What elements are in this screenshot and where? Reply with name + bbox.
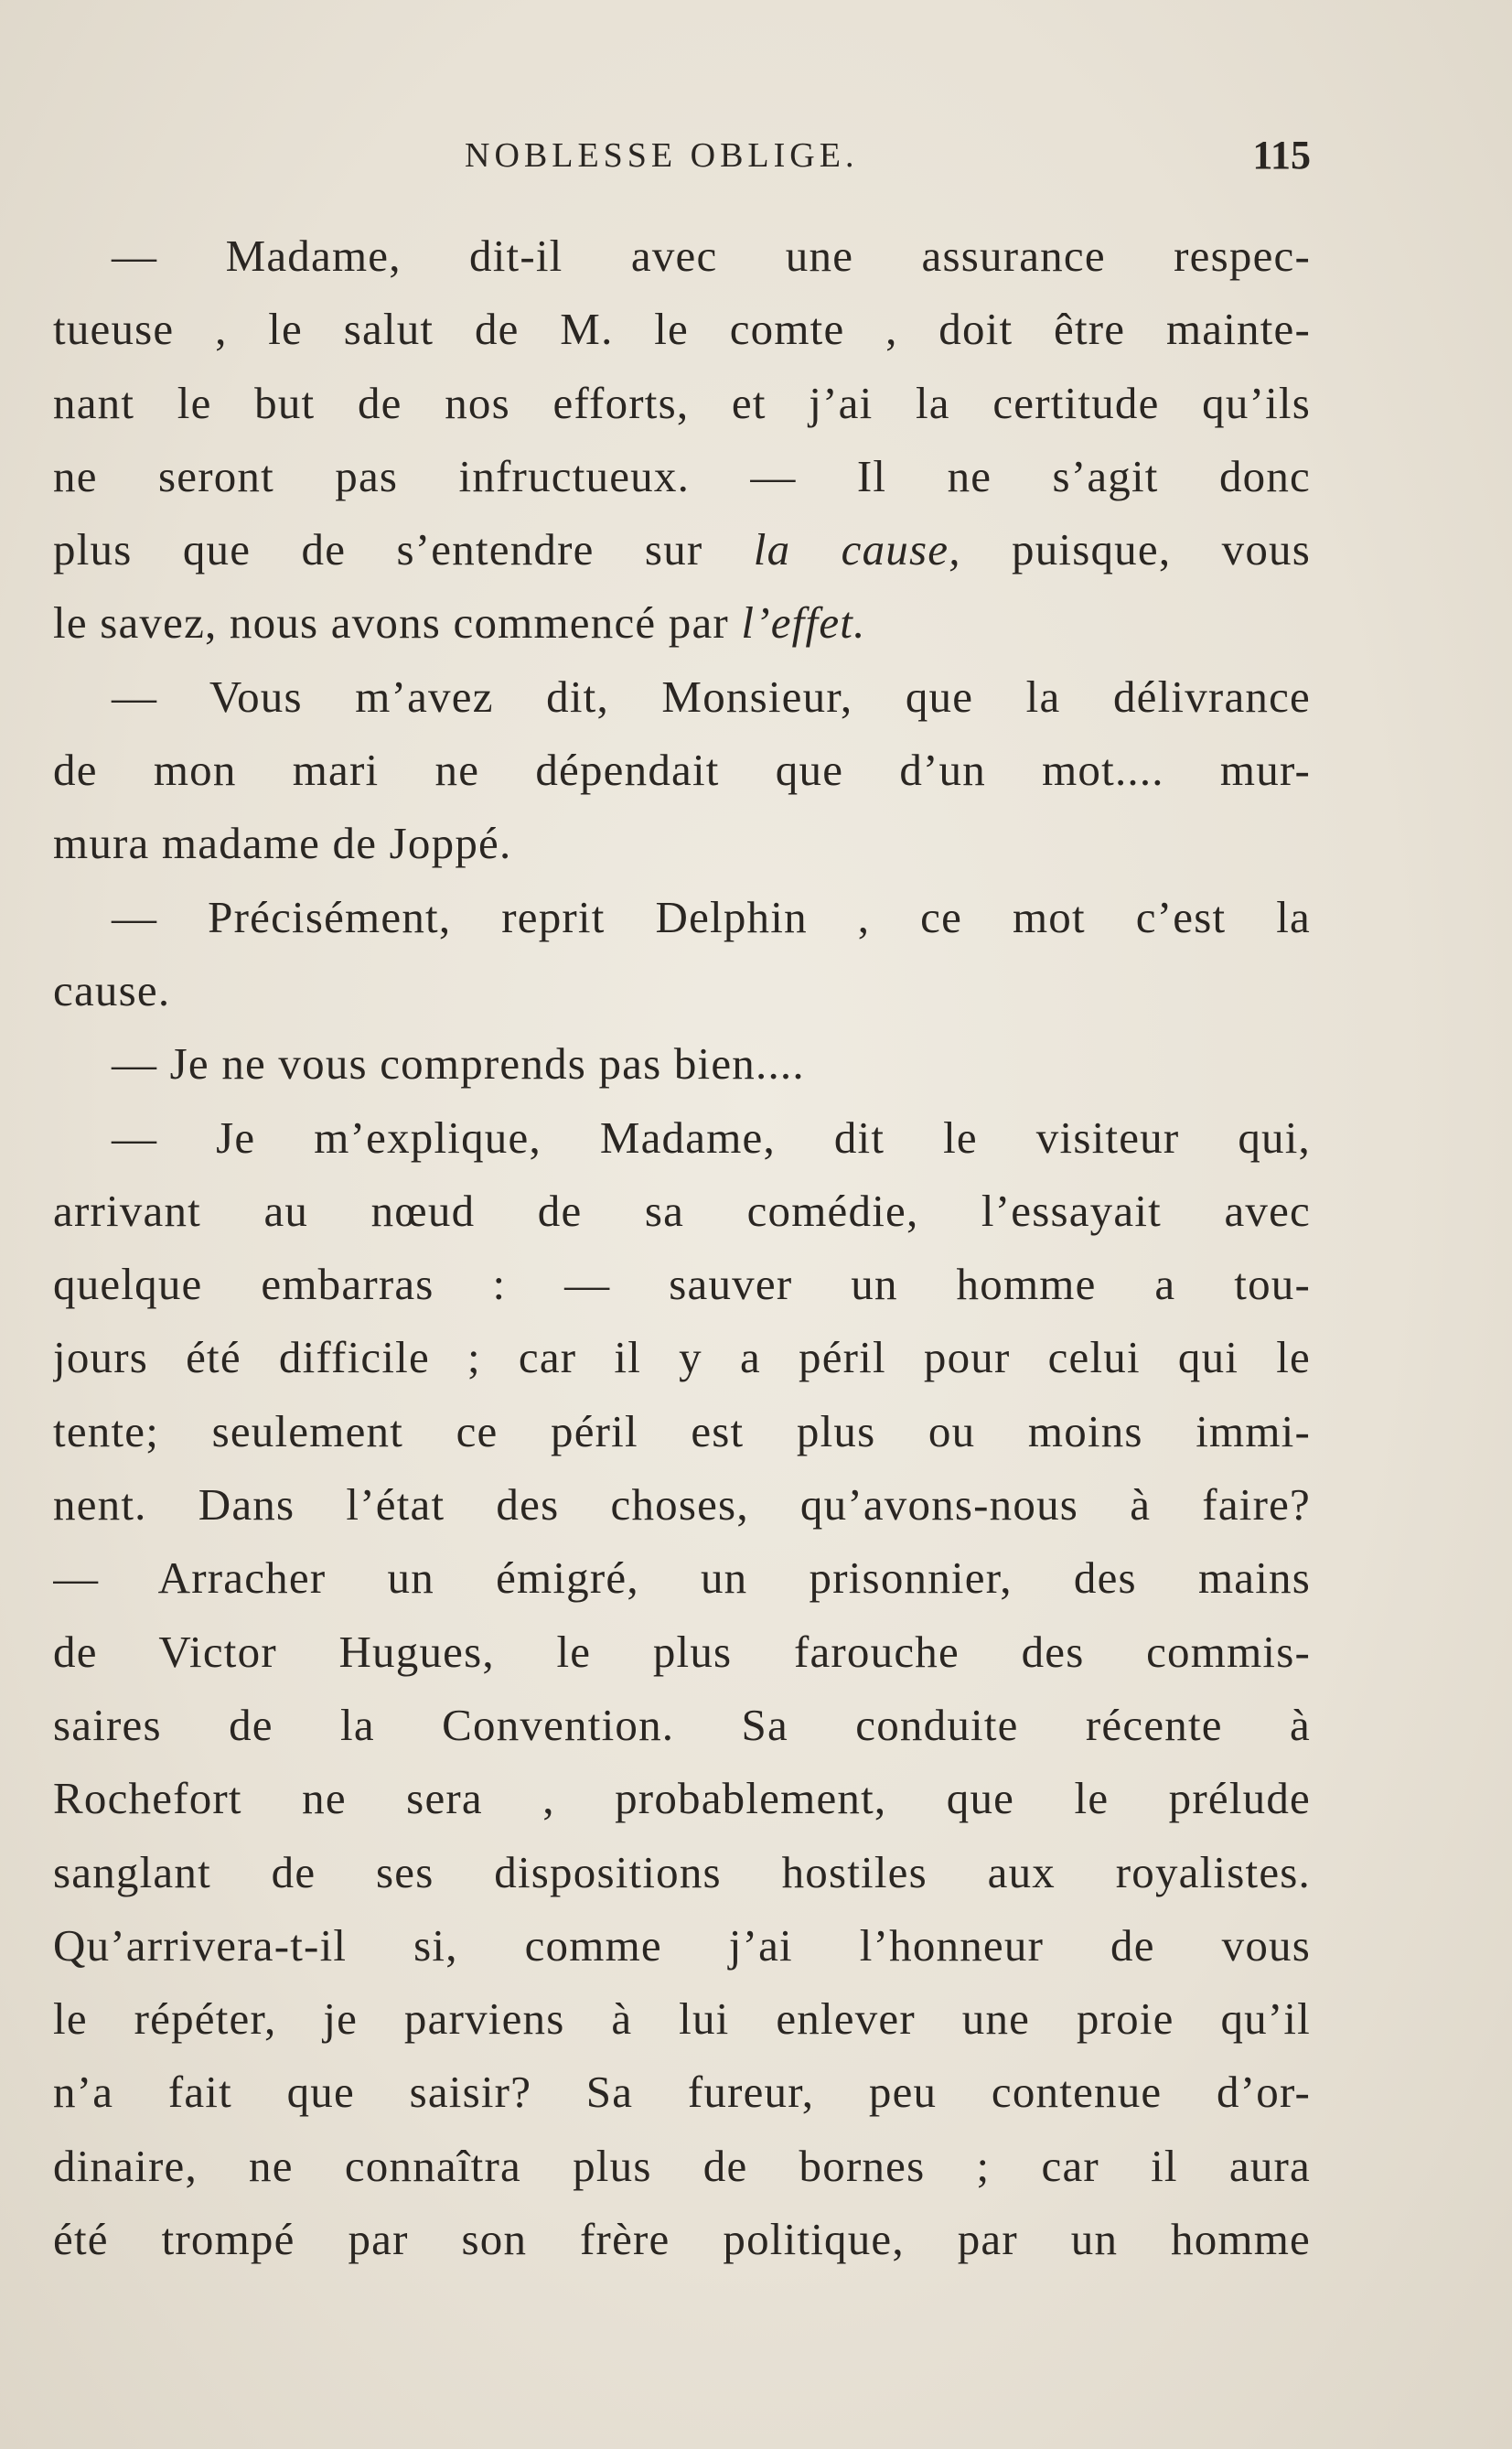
italic-segment: l’effet. <box>741 597 866 649</box>
text-line: nent. Dans l’état des choses, qu’avons-nous à faire? <box>53 1479 1311 1531</box>
text-line: sanglant de ses dispositions hostiles aux royalistes. <box>53 1846 1311 1897</box>
text-line <box>53 586 1311 660</box>
text-line: le répéter, je parviens à lui enlever une proie qu’il <box>53 1993 1311 2045</box>
text-line: de mon mari ne dépendait que d’un mot.... mur- <box>53 745 1311 796</box>
text-line: — Madame, dit-il avec une assurance respec- <box>112 231 1311 281</box>
text-line: n’a fait que saisir? Sa fureur, peu contenue d’or- <box>53 2067 1311 2118</box>
text-line: quelque embarras : — sauver un homme a tou- <box>53 1259 1311 1310</box>
text-line: Qu’arrivera-t-il si, comme j’ai l’honneur de vous <box>53 1919 1311 1971</box>
text-line <box>53 513 1311 586</box>
text-line: ne seront pas infructueux. — Il ne s’agit donc <box>53 450 1311 501</box>
page-number: 115 <box>1252 133 1311 177</box>
page-header <box>53 128 1311 183</box>
text-line: dinaire, ne connaîtra plus de bornes ; car il aura <box>53 2140 1311 2191</box>
text-line: saires de la Convention. Sa conduite récente à <box>53 1699 1311 1750</box>
text-line: Rochefort ne sera , probablement, que le prélude <box>53 1773 1311 1824</box>
text-line: tueuse , le salut de M. le comte , doit être mainte- <box>53 304 1311 355</box>
text-line: mura madame de Joppé. <box>53 818 512 869</box>
text-segment: plus que de s’entendre sur <box>53 524 754 575</box>
text-line: jours été difficile ; car il y a péril pour celui qui le <box>53 1332 1311 1383</box>
running-title: NOBLESSE OBLIGE. <box>465 136 859 175</box>
body-text <box>53 220 1311 2276</box>
text-line: arrivant au nœud de sa comédie, l’essayait avec <box>53 1185 1311 1236</box>
text-line: été trompé par son frère politique, par un homme <box>53 2214 1311 2265</box>
text-segment: le savez, nous avons commencé par <box>53 597 742 649</box>
text-line: — Vous m’avez dit, Monsieur, que la délivrance <box>112 671 1311 722</box>
text-line: — Précisément, reprit Delphin , ce mot c’est la <box>112 891 1311 942</box>
text-line: cause. <box>53 964 171 1015</box>
text-line: — Je m’explique, Madame, dit le visiteur qui, <box>112 1112 1311 1163</box>
text-line: — Je ne vous comprends pas bien.... <box>112 1038 805 1090</box>
italic-segment: la cause, <box>753 524 961 575</box>
text-line: tente; seulement ce péril est plus ou moins immi- <box>53 1405 1311 1456</box>
text-line: — Arracher un émigré, un prisonnier, des mains <box>53 1552 1311 1604</box>
text-segment: puisque, vous <box>960 524 1311 575</box>
text-line: nant le but de nos efforts, et j’ai la certitude qu’ils <box>53 377 1311 428</box>
text-line: de Victor Hugues, le plus farouche des commis- <box>53 1626 1311 1677</box>
